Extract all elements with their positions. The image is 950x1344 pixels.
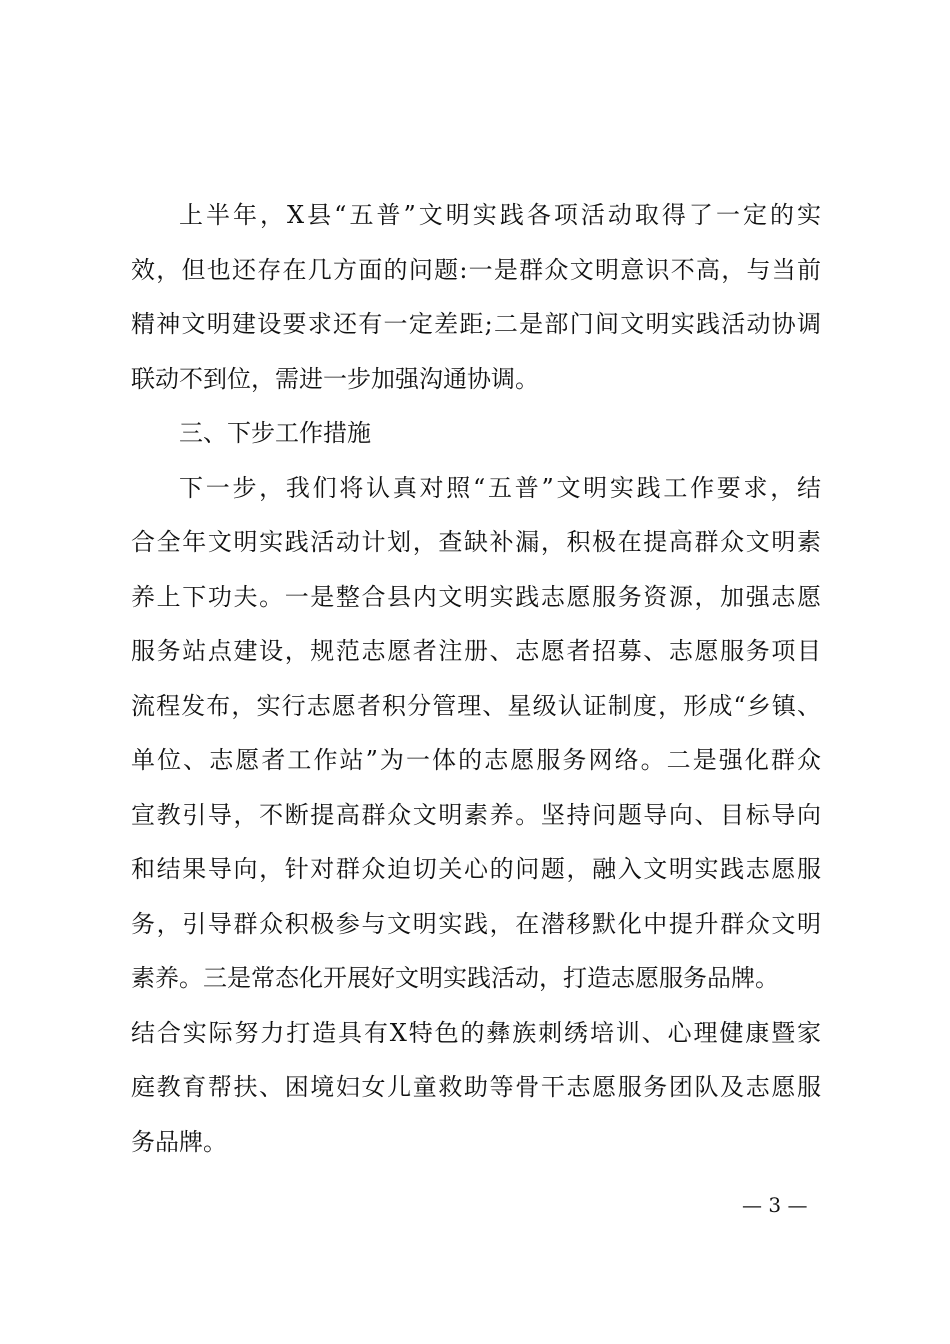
- paragraph-line: 合全年文明实践活动计划，查缺补漏，积极在提高群众文明素: [131, 528, 821, 556]
- paragraph-line: 单位、志愿者工作站”为一体的志愿服务网络。二是强化群众: [131, 746, 821, 774]
- section-heading: 三、下步工作措施: [179, 419, 371, 447]
- paragraph-line: 联动不到位，需进一步加强沟通协调。: [131, 364, 539, 393]
- paragraph-line: 养上下功夫。一是整合县内文明实践志愿服务资源，加强志愿: [131, 582, 821, 611]
- paragraph-line: 和结果导向，针对群众迫切关心的问题，融入文明实践志愿服: [131, 855, 821, 883]
- paragraph-line: 务，引导群众积极参与文明实践，在潜移默化中提升群众文明: [131, 909, 821, 938]
- paragraph-line: 效，但也还存在几方面的问题:一是群众文明意识不高，与当前: [131, 255, 821, 284]
- paragraph-line: 庭教育帮扶、困境妇女儿童救助等骨干志愿服务团队及志愿服: [131, 1073, 821, 1101]
- paragraph-line: 素养。三是常态化开展好文明实践活动，打造志愿服务品牌。: [131, 964, 779, 992]
- paragraph-line: 结合实际努力打造具有X特色的彝族刺绣培训、心理健康暨家: [131, 1018, 821, 1047]
- page-number: — 3 —: [742, 1193, 808, 1217]
- paragraph-next-steps: [131, 461, 821, 1170]
- paragraph-line: 服务站点建设，规范志愿者注册、志愿者招募、志愿服务项目: [131, 637, 821, 665]
- document-body: [131, 188, 821, 1169]
- paragraph-line: 务品牌。: [131, 1127, 227, 1156]
- paragraph-line: 流程发布，实行志愿者积分管理、星级认证制度，形成“乡镇、: [131, 691, 821, 720]
- paragraph-line: 宣教引导，不断提高群众文明素养。坚持问题导向、目标导向: [131, 800, 821, 829]
- paragraph-line: 上半年，X县“五普”文明实践各项活动取得了一定的实: [179, 201, 821, 229]
- paragraph-problems: [131, 188, 821, 406]
- paragraph-line: 下一步，我们将认真对照“五普”文明实践工作要求，结: [179, 473, 821, 502]
- paragraph-line: 精神文明建设要求还有一定差距;二是部门间文明实践活动协调: [131, 310, 821, 338]
